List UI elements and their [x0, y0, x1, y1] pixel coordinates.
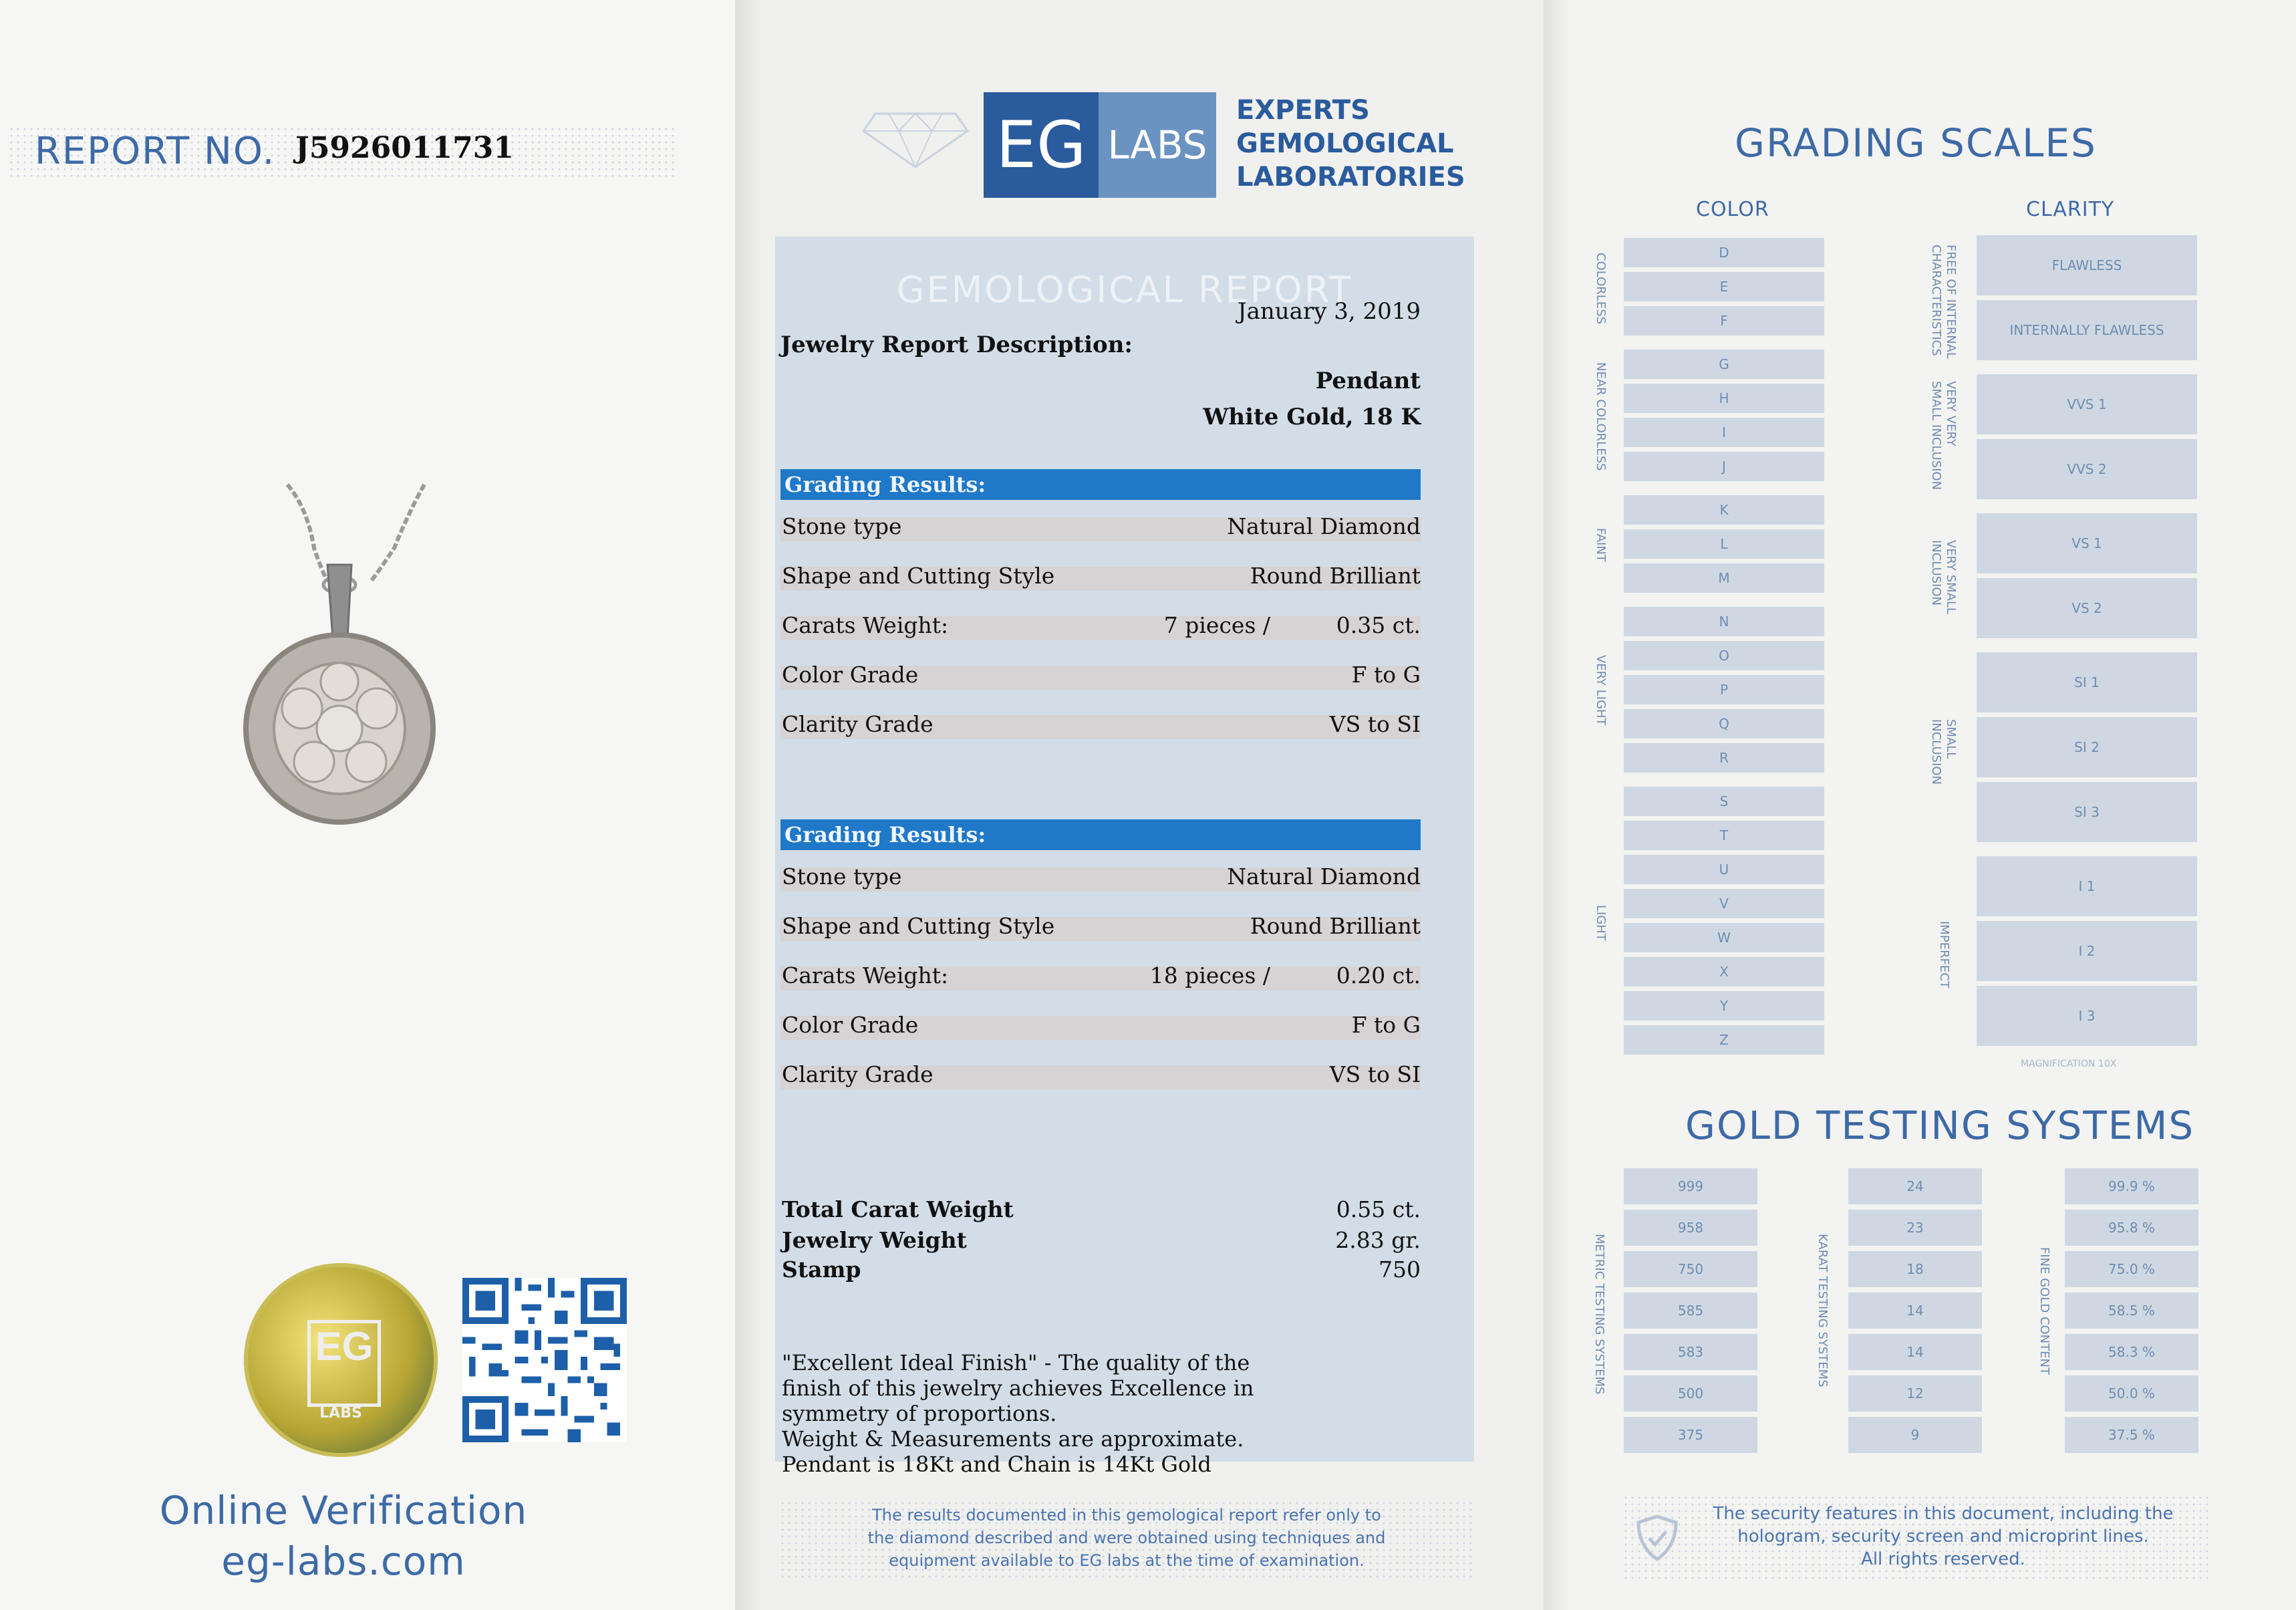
- color-grade-cell: X: [1624, 957, 1824, 986]
- color-grade-cell: K: [1624, 495, 1824, 525]
- clarity-grade-cell: SI 3: [1977, 782, 2197, 842]
- metric-label: METRIC TESTING SYSTEMS: [1592, 1234, 1606, 1395]
- clarity-group-label: SMALL: [1944, 719, 1958, 759]
- total-carat-row: [780, 1196, 1421, 1226]
- karat-value-cell: 12: [1848, 1375, 1982, 1412]
- jewelry-weight-row: [780, 1227, 1421, 1256]
- stamp-row: [780, 1256, 1421, 1286]
- online-verification-text: Online Verification: [159, 1488, 528, 1533]
- metric-value-cell: 583: [1624, 1334, 1757, 1370]
- carats-row-1: [780, 610, 1421, 644]
- row-label: Stone type: [782, 513, 902, 539]
- color-grade-cell: G: [1624, 350, 1824, 379]
- clarity-grade-cell: INTERNALLY FLAWLESS: [1977, 300, 2197, 360]
- row-value: VS to SI: [1329, 1061, 1421, 1087]
- report-number-value: J5926011731: [295, 131, 514, 165]
- row-label: Shape and Cutting Style: [782, 563, 1055, 589]
- fine-gold-value-cell: 99.9 %: [2065, 1168, 2198, 1204]
- report-card: [775, 237, 1474, 1477]
- left-panel: [0, 0, 735, 1610]
- color-grade-cell: Y: [1624, 991, 1824, 1021]
- clarity-group-label: FREE OF INTERNAL: [1944, 245, 1958, 360]
- karat-value-cell: 24: [1848, 1168, 1982, 1204]
- note-line: symmetry of proportions.: [782, 1401, 1057, 1426]
- metric-value-cell: 500: [1624, 1375, 1757, 1412]
- color-grade-cell: S: [1624, 787, 1824, 816]
- fine-gold-value-cell: 50.0 %: [2065, 1375, 2198, 1412]
- total-label: Total Carat Weight: [782, 1196, 1014, 1222]
- center-panel: [735, 0, 1544, 1610]
- row-value: F to G: [1351, 1012, 1421, 1038]
- grading-scales-title: GRADING SCALES: [1735, 120, 2097, 166]
- right-panel: [1544, 0, 2296, 1610]
- website-link[interactable]: eg-labs.com: [221, 1538, 466, 1584]
- color-grade-cell: E: [1624, 272, 1824, 301]
- row-label: Color Grade: [782, 662, 919, 688]
- pendant-photo: [227, 468, 508, 896]
- clarity-group-label: IMPERFECT: [1937, 921, 1951, 988]
- color-grade-cell: D: [1624, 238, 1824, 267]
- clarity-grade-cell: VS 2: [1977, 578, 2197, 638]
- grading-results-header-1: Grading Results:: [780, 469, 1421, 500]
- row-label: Shape and Cutting Style: [782, 913, 1055, 939]
- color-grade-cell: Q: [1624, 709, 1824, 739]
- color-row-1: [780, 659, 1421, 694]
- gold-testing-title: GOLD TESTING SYSTEMS: [1685, 1103, 2195, 1148]
- color-grade-cell: W: [1624, 923, 1824, 952]
- row-label: Carats Weight:: [782, 612, 949, 638]
- clarity-row-1: [780, 708, 1421, 743]
- karat-value-cell: 18: [1848, 1251, 1982, 1287]
- magnification-note: MAGNIFICATION 10X: [2021, 1059, 2117, 1069]
- security-strip: [1622, 1494, 2210, 1581]
- total-value: 750: [1379, 1256, 1421, 1283]
- row-value: Round Brilliant: [1250, 913, 1421, 939]
- color-grade-cell: Z: [1624, 1025, 1824, 1055]
- color-grade-cell: I: [1624, 418, 1824, 447]
- karat-value-cell: 14: [1848, 1293, 1982, 1329]
- fold-shadow: [1544, 0, 1570, 1610]
- row-label: Clarity Grade: [782, 711, 934, 737]
- color-grade-cell: H: [1624, 384, 1824, 413]
- color-grade-cell: O: [1624, 641, 1824, 670]
- row-pieces: 7 pieces /: [1163, 612, 1270, 638]
- fine-gold-value-cell: 37.5 %: [2065, 1417, 2198, 1453]
- disclaimer-strip: [779, 1500, 1474, 1579]
- shape-row-2: [780, 910, 1421, 945]
- carats-row-2: [780, 960, 1421, 994]
- total-label: Jewelry Weight: [782, 1227, 967, 1253]
- hologram-eg-text: EG: [307, 1320, 381, 1407]
- fold-shadow: [735, 0, 762, 1610]
- fine-gold-value-cell: 58.5 %: [2065, 1293, 2198, 1329]
- clarity-grade-cell: I 2: [1977, 921, 2197, 981]
- logo-line-laboratories: LABORATORIES: [1236, 162, 1465, 192]
- clarity-group-label: INCLUSION: [1929, 719, 1943, 785]
- row-label: Color Grade: [782, 1012, 919, 1038]
- security-line: hologram, security screen and microprint lines.: [1737, 1526, 2149, 1547]
- report-number-label: REPORT NO.: [35, 130, 276, 173]
- color-grade-cell: P: [1624, 675, 1824, 704]
- row-value: F to G: [1351, 662, 1421, 688]
- color-grade-cell: R: [1624, 743, 1824, 773]
- color-group-label: VERY LIGHT: [1594, 655, 1608, 726]
- clarity-grade-cell: I 3: [1977, 986, 2197, 1046]
- grading-results-header-2: Grading Results:: [780, 819, 1421, 850]
- color-group-label: COLORLESS: [1594, 253, 1608, 325]
- color-group-label: NEAR COLORLESS: [1594, 362, 1608, 471]
- note-line: "Excellent Ideal Finish" - The quality of the: [782, 1350, 1250, 1375]
- clarity-grade-cell: I 1: [1977, 856, 2197, 916]
- color-group-label: LIGHT: [1594, 905, 1608, 941]
- color-grade-cell: T: [1624, 821, 1824, 850]
- report-number-strip: [8, 126, 675, 179]
- clarity-group-label: VERY SMALL: [1944, 540, 1958, 615]
- stone-type-row-1: [780, 511, 1421, 545]
- karat-label: KARAT TESTING SYSTEMS: [1816, 1234, 1830, 1387]
- clarity-grade-cell: SI 1: [1977, 652, 2197, 712]
- shape-row-1: [780, 560, 1421, 595]
- logo-eg: EG: [984, 92, 1099, 198]
- total-value: 2.83 gr.: [1335, 1227, 1421, 1253]
- row-label: Clarity Grade: [782, 1061, 934, 1087]
- color-grade-cell: N: [1624, 607, 1824, 636]
- description-label: Jewelry Report Description:: [780, 331, 1133, 358]
- hologram-seal: [244, 1263, 438, 1457]
- disclaimer-line: The results documented in this gemological report refer only to: [872, 1506, 1381, 1524]
- logo-labs: LABS: [1099, 92, 1216, 198]
- fine-gold-label: FINE GOLD CONTENT: [2037, 1247, 2051, 1375]
- metric-value-cell: 958: [1624, 1210, 1757, 1246]
- metric-value-cell: 999: [1624, 1168, 1757, 1204]
- karat-value-cell: 23: [1848, 1210, 1982, 1246]
- color-group-label: FAINT: [1594, 528, 1608, 562]
- finish-note: [782, 1350, 1290, 1477]
- fine-gold-value-cell: 95.8 %: [2065, 1210, 2198, 1246]
- color-column-head: COLOR: [1696, 198, 1769, 221]
- report-date: January 3, 2019: [1237, 298, 1421, 325]
- logo-line-experts: EXPERTS: [1236, 95, 1370, 126]
- logo-wordmark: [1236, 94, 1465, 194]
- metric-value-cell: 750: [1624, 1251, 1757, 1287]
- security-line: All rights reserved.: [1861, 1549, 2025, 1569]
- metric-value-cell: 585: [1624, 1293, 1757, 1329]
- metric-value-cell: 375: [1624, 1417, 1757, 1453]
- total-value: 0.55 ct.: [1336, 1196, 1421, 1222]
- logo-line-gemological: GEMOLOGICAL: [1236, 128, 1454, 159]
- color-grade-cell: J: [1624, 452, 1824, 481]
- clarity-group-label: SMALL INCLUSION: [1929, 381, 1943, 491]
- report-watermark: GEMOLOGICAL REPORT: [896, 269, 1353, 311]
- fine-gold-value-cell: 58.3 %: [2065, 1334, 2198, 1370]
- row-value: Natural Diamond: [1227, 513, 1421, 539]
- row-label: Stone type: [782, 863, 902, 890]
- color-grade-cell: M: [1624, 563, 1824, 593]
- note-line: Pendant is 18Kt and Chain is 14Kt Gold: [782, 1452, 1211, 1477]
- clarity-grade-cell: VVS 1: [1977, 374, 2197, 434]
- security-line: The security features in this document, including the: [1713, 1504, 2174, 1524]
- color-grade-cell: V: [1624, 889, 1824, 918]
- diamond-icon: [862, 112, 969, 168]
- row-value: 0.20 ct.: [1336, 962, 1421, 988]
- color-grade-cell: U: [1624, 855, 1824, 884]
- stone-type-row-2: [780, 861, 1421, 896]
- hologram-labs-text: LABS: [319, 1405, 362, 1422]
- disclaimer-line: equipment available to EG labs at the time of examination.: [889, 1551, 1365, 1570]
- karat-value-cell: 9: [1848, 1417, 1982, 1453]
- karat-value-cell: 14: [1848, 1334, 1982, 1370]
- clarity-group-label: INCLUSION: [1929, 540, 1943, 606]
- row-pieces: 18 pieces /: [1149, 962, 1270, 988]
- total-label: Stamp: [782, 1256, 861, 1283]
- row-value: VS to SI: [1329, 711, 1421, 737]
- qr-code[interactable]: [462, 1278, 627, 1442]
- clarity-group-label: CHARACTERISTICS: [1929, 245, 1943, 356]
- description-metal: White Gold, 18 K: [1203, 404, 1421, 430]
- clarity-grade-cell: SI 2: [1977, 717, 2197, 777]
- row-value: 0.35 ct.: [1336, 612, 1421, 638]
- clarity-group-label: VERY VERY: [1944, 381, 1958, 446]
- color-row-2: [780, 1009, 1421, 1044]
- color-grade-cell: L: [1624, 529, 1824, 559]
- color-grade-cell: F: [1624, 306, 1824, 336]
- row-label: Carats Weight:: [782, 962, 949, 988]
- shield-icon: [1636, 1514, 1679, 1561]
- disclaimer-line: the diamond described and were obtained using techniques and: [867, 1528, 1386, 1547]
- row-value: Natural Diamond: [1227, 863, 1421, 890]
- description-type: Pendant: [1315, 368, 1421, 394]
- clarity-column-head: CLARITY: [2026, 198, 2115, 221]
- note-line: Weight & Measurements are approximate.: [782, 1426, 1244, 1452]
- note-line: finish of this jewelry achieves Excellence in: [782, 1375, 1254, 1401]
- clarity-grade-cell: FLAWLESS: [1977, 235, 2197, 295]
- row-value: Round Brilliant: [1250, 563, 1421, 589]
- clarity-row-2: [780, 1059, 1421, 1093]
- clarity-grade-cell: VS 1: [1977, 513, 2197, 573]
- fine-gold-value-cell: 75.0 %: [2065, 1251, 2198, 1287]
- clarity-grade-cell: VVS 2: [1977, 439, 2197, 499]
